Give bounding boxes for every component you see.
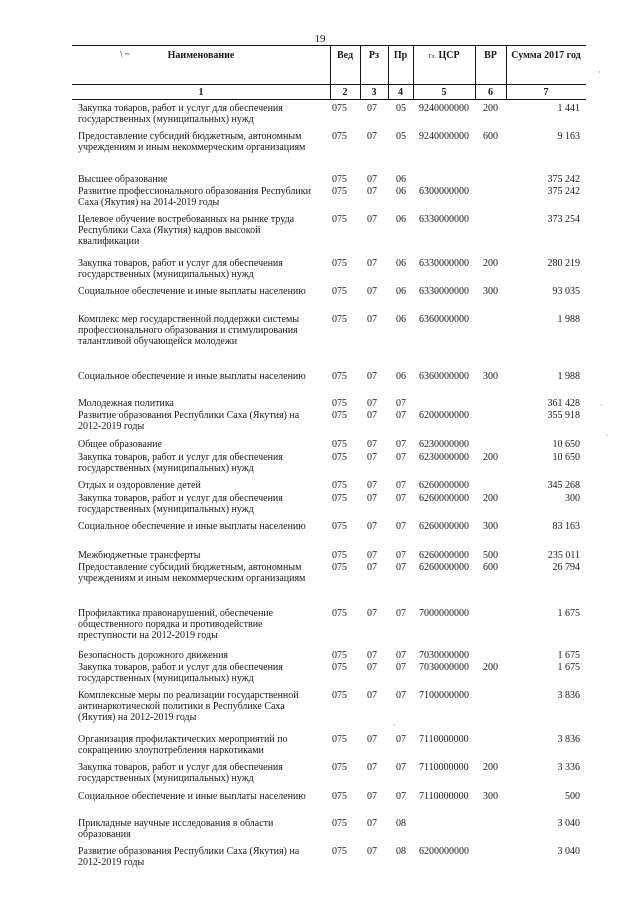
row-name: Безопасность дорожного движения — [78, 650, 229, 661]
row-sum: 1 675 — [557, 662, 580, 673]
row-ved: 075 — [332, 650, 347, 661]
row-rz: 07 — [367, 186, 377, 197]
row-pr: 05 — [396, 131, 406, 142]
row-rz: 07 — [367, 762, 377, 773]
header-divider — [72, 84, 586, 85]
row-csr: 7110000000 — [419, 734, 469, 745]
row-pr: 05 — [396, 103, 406, 114]
row-sum: 1 675 — [557, 650, 580, 661]
row-name: Развитие профессионального образования Республики Саха (Якутия) на 2014-2019 годы — [78, 186, 311, 208]
row-sum: 375 242 — [547, 174, 580, 185]
row-ved: 075 — [332, 562, 347, 573]
row-vr: 200 — [483, 452, 498, 463]
row-vr: 600 — [483, 131, 498, 142]
row-pr: 07 — [396, 550, 406, 561]
row-ved: 075 — [332, 214, 347, 225]
header-mark: \ ~ — [120, 49, 130, 59]
row-ved: 075 — [332, 398, 347, 409]
header-col-num: 2 — [342, 87, 348, 98]
row-ved: 075 — [332, 521, 347, 532]
row-ved: 075 — [332, 608, 347, 619]
row-name: Предоставление субсидий бюджетным, автономным учреждениям и иным некоммерческим организациям — [78, 131, 306, 153]
row-ved: 075 — [332, 371, 347, 382]
row-pr: 06 — [396, 174, 406, 185]
row-csr: 7030000000 — [419, 650, 469, 661]
row-csr: 6260000000 — [419, 493, 469, 504]
row-ved: 075 — [332, 493, 347, 504]
row-rz: 07 — [367, 734, 377, 745]
row-sum: 3 836 — [557, 690, 580, 701]
row-rz: 07 — [367, 410, 377, 421]
row-ved: 075 — [332, 103, 347, 114]
row-vr: 300 — [483, 286, 498, 297]
row-csr: 9240000000 — [419, 103, 469, 114]
row-vr: 600 — [483, 562, 498, 573]
row-pr: 06 — [396, 214, 406, 225]
row-name: Развитие образования Республики Саха (Якутия) на 2012-2019 годы — [78, 846, 300, 868]
row-rz: 07 — [367, 550, 377, 561]
row-ved: 075 — [332, 174, 347, 185]
row-pr: 07 — [396, 650, 406, 661]
row-name: Развитие образования Республики Саха (Якутия) на 2012-2019 годы — [78, 410, 300, 432]
row-ved: 075 — [332, 734, 347, 745]
header-csr-label: ЦСР — [438, 50, 460, 61]
row-sum: 3 040 — [557, 846, 580, 857]
row-ved: 075 — [332, 286, 347, 297]
row-name: Общее образование — [78, 439, 162, 450]
row-sum: 375 242 — [547, 186, 580, 197]
page-number: 19 — [314, 33, 326, 45]
row-rz: 07 — [367, 662, 377, 673]
row-ved: 075 — [332, 131, 347, 142]
row-pr: 07 — [396, 690, 406, 701]
row-pr: 07 — [396, 662, 406, 673]
row-rz: 07 — [367, 818, 377, 829]
row-csr: 7110000000 — [419, 762, 469, 773]
row-vr: 300 — [483, 521, 498, 532]
row-csr: 7110000000 — [419, 791, 469, 802]
row-vr: 500 — [483, 550, 498, 561]
row-ved: 075 — [332, 258, 347, 269]
row-sum: 1 675 — [557, 608, 580, 619]
row-vr: 200 — [483, 493, 498, 504]
row-pr: 07 — [396, 439, 406, 450]
row-pr: 06 — [396, 258, 406, 269]
row-name: Высшее образование — [78, 174, 168, 185]
row-csr: 6360000000 — [419, 371, 469, 382]
row-ved: 075 — [332, 550, 347, 561]
row-pr: 06 — [396, 314, 406, 325]
row-sum: 3 040 — [557, 818, 580, 829]
row-pr: 08 — [396, 846, 406, 857]
row-pr: 06 — [396, 286, 406, 297]
row-csr: 6260000000 — [419, 562, 469, 573]
row-rz: 07 — [367, 398, 377, 409]
row-pr: 07 — [396, 608, 406, 619]
row-sum: 93 035 — [552, 286, 580, 297]
row-rz: 07 — [367, 521, 377, 532]
row-sum: 9 163 — [557, 131, 580, 142]
row-name: Отдых и оздоровление детей — [78, 480, 201, 491]
row-csr: 6230000000 — [419, 452, 469, 463]
row-pr: 06 — [396, 186, 406, 197]
row-name: Предоставление субсидий бюджетным, автономным учреждениям и иным некоммерческим организациям — [78, 562, 306, 584]
row-name: Комплексные меры по реализации государственной антинаркотической политики в Республике Саха (Якутия) на 2012-2019 годы — [78, 690, 299, 723]
row-ved: 075 — [332, 186, 347, 197]
row-rz: 07 — [367, 846, 377, 857]
row-rz: 07 — [367, 608, 377, 619]
row-name: Профилактика правонарушений, обеспечение общественного порядка и противодействие преступности на 2012-2019 годы — [78, 608, 274, 641]
header-col-num: 4 — [398, 87, 403, 98]
row-name: Социальное обеспечение и иные выплаты населению — [78, 286, 306, 297]
row-pr: 08 — [396, 818, 406, 829]
row-rz: 07 — [367, 214, 377, 225]
header-csr — [413, 50, 475, 61]
row-pr: 07 — [396, 452, 406, 463]
row-pr: 07 — [396, 521, 406, 532]
row-rz: 07 — [367, 562, 377, 573]
row-sum: 1 988 — [557, 371, 580, 382]
row-csr: 7000000000 — [419, 608, 469, 619]
row-sum: 373 254 — [547, 214, 580, 225]
row-vr: 200 — [483, 103, 498, 114]
row-name: Закупка товаров, работ и услуг для обеспечения государственных (муниципальных) нужд — [78, 103, 283, 125]
row-rz: 07 — [367, 452, 377, 463]
row-sum: 1 441 — [557, 103, 580, 114]
row-ved: 075 — [332, 662, 347, 673]
row-pr: 06 — [396, 371, 406, 382]
row-ved: 075 — [332, 410, 347, 421]
row-ved: 075 — [332, 818, 347, 829]
row-rz: 07 — [367, 791, 377, 802]
row-csr: 6330000000 — [419, 214, 469, 225]
row-vr: 300 — [483, 371, 498, 382]
header-ved: Вед — [336, 50, 354, 61]
row-csr: 6260000000 — [419, 521, 469, 532]
row-csr: 6330000000 — [419, 286, 469, 297]
row-name: Социальное обеспечение и иные выплаты населению — [78, 371, 306, 382]
row-vr: 300 — [483, 791, 498, 802]
row-ved: 075 — [332, 314, 347, 325]
margin-mark: · — [598, 67, 601, 77]
row-rz: 07 — [367, 493, 377, 504]
header-name: Наименование — [167, 50, 235, 61]
row-csr: 9240000000 — [419, 131, 469, 142]
row-rz: 07 — [367, 314, 377, 325]
row-csr: 6230000000 — [419, 439, 469, 450]
row-sum: 500 — [565, 791, 580, 802]
row-pr: 07 — [396, 410, 406, 421]
row-rz: 07 — [367, 174, 377, 185]
row-pr: 07 — [396, 562, 406, 573]
row-sum: 355 918 — [547, 410, 580, 421]
row-csr: 6300000000 — [419, 186, 469, 197]
row-sum: 3 836 — [557, 734, 580, 745]
header-col-num: 5 — [441, 87, 447, 98]
row-csr: 7100000000 — [419, 690, 469, 701]
row-sum: 3 336 — [557, 762, 580, 773]
row-csr: 6330000000 — [419, 258, 469, 269]
row-name: Социальное обеспечение и иные выплаты населению — [78, 521, 306, 532]
row-csr: 6200000000 — [419, 410, 469, 421]
row-pr: 07 — [396, 493, 406, 504]
row-sum: 300 — [565, 493, 580, 504]
row-name: Межбюджетные трансферты — [78, 550, 201, 561]
row-rz: 07 — [367, 439, 377, 450]
row-rz: 07 — [367, 371, 377, 382]
row-sum: 280 219 — [547, 258, 580, 269]
row-name: Закупка товаров, работ и услуг для обеспечения государственных (муниципальных) нужд — [78, 452, 283, 474]
header-col-num: 3 — [371, 87, 377, 98]
row-rz: 07 — [367, 258, 377, 269]
margin-mark: · — [605, 430, 608, 440]
row-sum: 26 794 — [552, 562, 580, 573]
row-name: Закупка товаров, работ и услуг для обеспечения государственных (муниципальных) нужд — [78, 493, 283, 515]
row-csr: 6260000000 — [419, 550, 469, 561]
row-name: Закупка товаров, работ и услуг для обеспечения государственных (муниципальных) нужд — [78, 662, 283, 684]
row-rz: 07 — [367, 650, 377, 661]
margin-mark: · — [393, 720, 396, 730]
row-name: Закупка товаров, работ и услуг для обеспечения государственных (муниципальных) нужд — [78, 258, 283, 280]
row-rz: 07 — [367, 286, 377, 297]
row-name: Комплекс мер государственной поддержки системы профессионального образования и стимулирования талантливой обучающейся молодежи — [78, 314, 300, 347]
header-csr-prefix: Гл. — [428, 54, 436, 60]
row-vr: 200 — [483, 662, 498, 673]
row-pr: 07 — [396, 762, 406, 773]
row-name: Прикладные научные исследования в области образования — [78, 818, 274, 840]
header-col-num: 6 — [488, 87, 493, 98]
row-sum: 10 650 — [552, 439, 580, 450]
margin-mark: · — [600, 400, 603, 410]
row-csr: 6260000000 — [419, 480, 469, 491]
row-rz: 07 — [367, 103, 377, 114]
row-sum: 361 428 — [547, 398, 580, 409]
row-rz: 07 — [367, 131, 377, 142]
row-sum: 235 011 — [547, 550, 580, 561]
header-rz: Рз — [368, 50, 380, 61]
table-header — [72, 45, 586, 100]
row-ved: 075 — [332, 452, 347, 463]
row-name: Организация профилактических мероприятий по сокращению злоупотребления наркотиками — [78, 734, 288, 756]
row-sum: 1 988 — [557, 314, 580, 325]
row-sum: 10 650 — [552, 452, 580, 463]
row-rz: 07 — [367, 480, 377, 491]
row-pr: 07 — [396, 734, 406, 745]
row-name: Молодежная политика — [78, 398, 174, 409]
row-ved: 075 — [332, 480, 347, 491]
row-name: Социальное обеспечение и иные выплаты населению — [78, 791, 306, 802]
row-pr: 07 — [396, 480, 406, 491]
header-col-num: 1 — [198, 87, 204, 98]
row-name: Целевое обучение востребованных на рынке труда Республики Саха (Якутия) кадров высокой квалификации — [78, 214, 295, 247]
row-sum: 345 268 — [547, 480, 580, 491]
row-csr: 7030000000 — [419, 662, 469, 673]
row-ved: 075 — [332, 690, 347, 701]
row-csr: 6200000000 — [419, 846, 469, 857]
header-sum: Сумма 2017 год — [511, 50, 581, 61]
row-name: Закупка товаров, работ и услуг для обеспечения государственных (муниципальных) нужд — [78, 762, 283, 784]
row-pr: 07 — [396, 791, 406, 802]
row-csr: 6360000000 — [419, 314, 469, 325]
row-sum: 83 163 — [552, 521, 580, 532]
row-vr: 200 — [483, 762, 498, 773]
header-vr: ВР — [484, 50, 497, 61]
row-rz: 07 — [367, 690, 377, 701]
header-pr: Пр — [393, 50, 408, 61]
row-ved: 075 — [332, 439, 347, 450]
header-col-num: 7 — [543, 87, 549, 98]
row-ved: 075 — [332, 762, 347, 773]
row-pr: 07 — [396, 398, 406, 409]
row-ved: 075 — [332, 791, 347, 802]
row-vr: 200 — [483, 258, 498, 269]
row-ved: 075 — [332, 846, 347, 857]
